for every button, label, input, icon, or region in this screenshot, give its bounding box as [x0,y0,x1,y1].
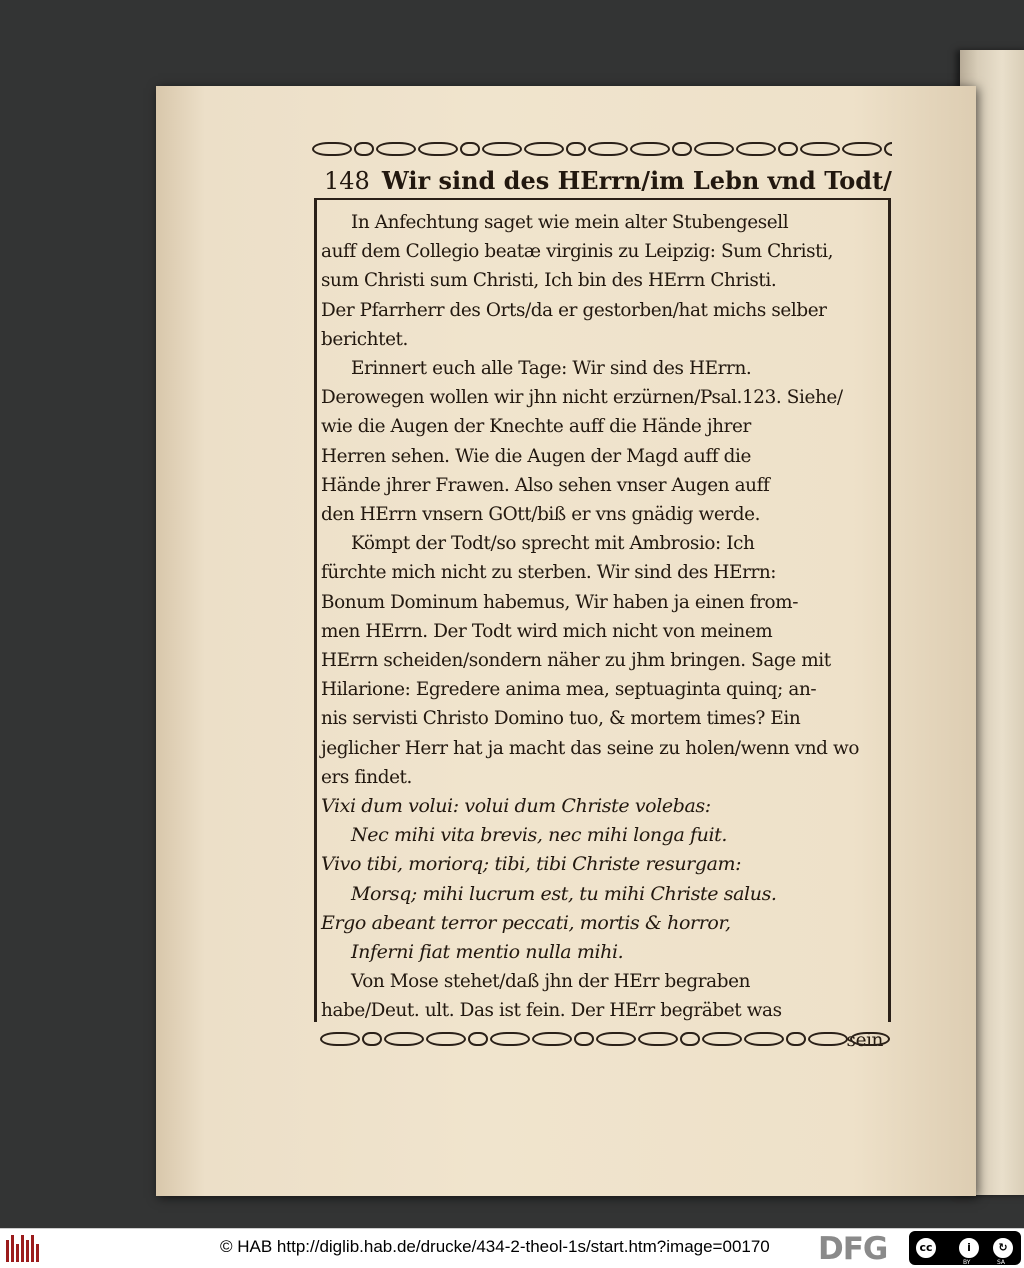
ornament-loop [808,1032,848,1046]
text-line: Inferni fiat mentio nulla mihi. [351,941,624,964]
text-line: Bonum Dominum habemus, Wir haben ja einen from- [321,591,799,613]
ornament-loop [384,1032,424,1046]
cc-license-badge[interactable] [909,1231,1021,1265]
ornament-loop [574,1032,594,1046]
text-line: HErrn scheiden/sondern näher zu jhm bringen. Sage mit [321,650,831,672]
ornament-loop [482,142,522,156]
logo-bar [6,1240,9,1262]
logo-bar [31,1235,34,1262]
text-line: Vivo tibi, moriorq; tibi, tibi Christe resurgam: [321,853,742,876]
copyright-link[interactable]: © HAB http://diglib.hab.de/drucke/434-2-theol-1s/start.htm?image=00170 [220,1237,770,1256]
text-line: Ergo abeant terror peccati, mortis & horror, [321,911,731,934]
text-line: fürchte mich nicht zu sterben. Wir sind des HErrn: [321,562,777,584]
text-line: men HErrn. Der Todt wird mich nicht von meinem [321,620,773,642]
text-line: ers findet. [321,766,412,788]
text-line: Morsq; mihi lucrum est, tu mihi Christe salus. [351,882,777,905]
ornament-loop [524,142,564,156]
ornament-loop [426,1032,466,1046]
text-line: Nec mihi vita brevis, nec mihi longa fuit. [351,824,728,847]
ornament-loop [566,142,586,156]
ornament-loop [468,1032,488,1046]
text-line: Erinnert euch alle Tage: Wir sind des HErrn. [351,358,752,380]
ornament-loop [694,142,734,156]
hab-barcode-logo-icon[interactable] [6,1235,40,1262]
text-line: habe/Deut. ult. Das ist fein. Der HErr begräbet was [321,1000,782,1022]
dfg-logo[interactable]: DFG [818,1231,888,1267]
ornament-loop [884,142,892,156]
footer-bar [0,1228,1024,1268]
by-icon: i [957,1236,981,1260]
page-number: 148 [324,167,370,195]
logo-bar [16,1244,19,1262]
text-line: den HErrn vnsern GOtt/biß er vns gnädig werde. [321,504,761,526]
bottom-ornament-border [320,1030,890,1050]
text-line: In Anfechtung saget wie mein alter Stubengesell [351,212,789,233]
ornament-loop [376,142,416,156]
running-head [324,166,892,196]
text-line: auff dem Collegio beatæ virginis zu Leipzig: Sum Christi, [321,241,834,263]
text-line: Derowegen wollen wir jhn nicht erzürnen/Psal.123. Siehe/ [321,387,843,409]
text-line: wie die Augen der Knechte auff die Hände jhrer [321,416,751,438]
ornament-loop [744,1032,784,1046]
logo-bar [11,1235,14,1262]
sa-label: SA [997,1259,1006,1266]
ornament-loop [672,142,692,156]
text-line: Kömpt der Todt/so sprecht mit Ambrosio: Ich [351,533,755,555]
ornament-loop [320,1032,360,1046]
ornament-loop [460,142,480,156]
ornament-loop [702,1032,742,1046]
ornament-loop [842,142,882,156]
text-line: sein [846,1029,883,1051]
logo-bar [36,1244,39,1262]
text-line: Der Pfarrherr des Orts/da er gestorben/hat michs selber [321,299,827,321]
logo-bar [26,1240,29,1262]
text-line: nis servisti Christo Domino tuo, & mortem times? Ein [321,708,801,730]
ornament-loop [680,1032,700,1046]
page-text [321,208,883,1055]
text-line: Hilarione: Egredere anima mea, septuaginta quinq; an- [321,679,817,701]
top-ornament-border [312,140,892,160]
ornament-loop [418,142,458,156]
running-head-title: Wir sind des HErrn/im Lebn vnd Todt/ [381,166,892,195]
ornament-loop [850,1032,890,1046]
ornament-loop [588,142,628,156]
text-line: sum Christi sum Christi, Ich bin des HErrn Christi. [321,270,777,292]
ornament-loop [630,142,670,156]
ornament-loop [786,1032,806,1046]
ornament-loop [490,1032,530,1046]
text-line: Von Mose stehet/daß jhn der HErr begraben [351,971,751,993]
book-page [156,86,976,1196]
ornament-loop [532,1032,572,1046]
ornament-loop [312,142,352,156]
ornament-loop [362,1032,382,1046]
text-line: Herren sehen. Wie die Augen der Magd auff die [321,445,751,467]
ornament-loop [736,142,776,156]
ornament-loop [354,142,374,156]
text-line: jeglicher Herr hat ja macht das seine zu holen/wenn vnd wo [321,737,860,759]
ornament-loop [638,1032,678,1046]
ornament-loop [800,142,840,156]
text-line: Vixi dum volui: volui dum Christe volebas: [321,795,711,818]
text-line: Hände jhrer Frawen. Also sehen vnser Augen auff [321,474,770,496]
logo-bar [21,1235,24,1262]
ornament-loop [596,1032,636,1046]
text-line: berichtet. [321,328,408,350]
by-label: BY [963,1259,971,1266]
sa-icon: ↻ [991,1236,1015,1260]
ornament-loop [778,142,798,156]
cc-icon: cc [914,1236,938,1260]
